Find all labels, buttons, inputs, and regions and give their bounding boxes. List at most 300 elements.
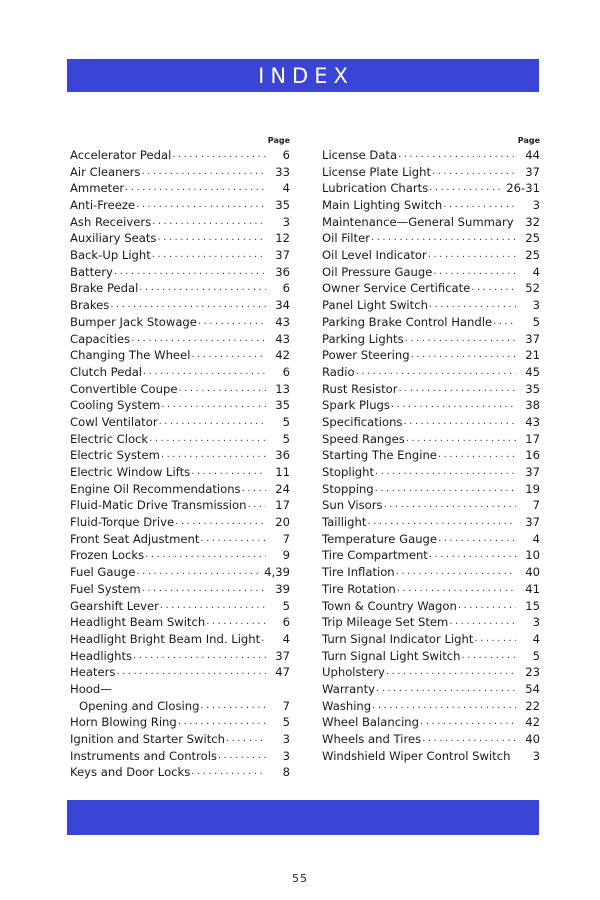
entry-page: 16 [525, 448, 540, 463]
entry-page: 26-31 [506, 181, 540, 196]
index-entry [70, 281, 290, 298]
entry-label: Cowl Ventilator [70, 414, 158, 429]
index-entry [322, 414, 540, 431]
entry-page: 37 [525, 465, 540, 480]
entry-page: 22 [525, 698, 540, 713]
index-entry [322, 297, 540, 314]
dot-leader [384, 497, 516, 514]
entry-label: Specifications [322, 414, 403, 429]
dot-leader [438, 447, 516, 464]
entry-label: Keys and Door Locks [70, 765, 191, 780]
dot-leader [157, 230, 266, 247]
dot-leader [133, 648, 266, 665]
index-entry [70, 531, 290, 548]
entry-page: 40 [525, 565, 540, 580]
entry-label: Auxiliary Seats [70, 231, 157, 246]
index-entry [322, 631, 540, 648]
index-entry [70, 264, 290, 281]
index-entry [70, 431, 290, 448]
entry-page: 6 [282, 281, 290, 296]
entry-label: Instruments and Controls [70, 748, 217, 763]
dot-leader [179, 381, 267, 398]
index-entry [70, 548, 290, 565]
entry-page: 3 [532, 615, 540, 630]
entry-page: 33 [275, 164, 290, 179]
entry-label: Wheels and Tires [322, 732, 422, 747]
entry-page: 32 [525, 214, 540, 229]
index-entry [322, 481, 540, 498]
dot-leader [142, 581, 266, 598]
dot-leader [226, 731, 266, 748]
index-entry [322, 197, 540, 214]
index-entry [70, 247, 290, 264]
dot-leader [178, 714, 266, 731]
entry-label: Fluid-Matic Drive Transmission [70, 498, 247, 513]
dot-leader [200, 698, 266, 715]
index-entry [70, 414, 290, 431]
entry-label: Maintenance—General Summary [322, 214, 514, 229]
entry-page: 17 [275, 498, 290, 513]
entry-label: Warranty [322, 681, 376, 696]
entry-page: 5 [282, 598, 290, 613]
entry-label: Headlight Bright Beam Ind. Light [70, 631, 261, 646]
dot-leader [172, 147, 266, 164]
index-entry [70, 581, 290, 598]
entry-page: 15 [525, 598, 540, 613]
index-entry [70, 464, 290, 481]
dot-leader [161, 397, 266, 414]
dot-leader [131, 331, 266, 348]
index-entry [322, 531, 540, 548]
entry-label: Front Seat Adjustment [70, 531, 200, 546]
entry-label: Trip Mileage Set Stem [322, 615, 449, 630]
index-entry [70, 648, 290, 665]
dot-leader [406, 431, 516, 448]
entry-page: 39 [275, 581, 290, 596]
entry-label: Cooling System [70, 398, 161, 413]
entry-page: 20 [275, 515, 290, 530]
dot-leader [125, 180, 266, 197]
index-entry [70, 147, 290, 164]
entry-label: Heaters [70, 665, 116, 680]
entry-label: Bumper Jack Stowage [70, 314, 197, 329]
dot-leader [432, 164, 516, 181]
dot-leader [175, 514, 266, 531]
dot-leader [198, 314, 266, 331]
entry-page: 25 [525, 248, 540, 263]
entry-label: Changing The Wheel [70, 348, 191, 363]
entry-label: License Data [322, 147, 398, 162]
entry-label: Tire Rotation [322, 581, 396, 596]
dot-leader [141, 164, 266, 181]
entry-page: 5 [282, 431, 290, 446]
entry-page: 8 [282, 765, 290, 780]
index-entry [70, 681, 290, 698]
entry-label: Horn Blowing Ring [70, 715, 177, 730]
dot-leader [403, 414, 516, 431]
index-entry [322, 230, 540, 247]
page-number: 55 [292, 872, 308, 885]
dot-leader [160, 598, 266, 615]
dot-leader [367, 514, 516, 531]
index-entry [70, 481, 290, 498]
entry-page: 3 [532, 298, 540, 313]
entry-page: 52 [525, 281, 540, 296]
index-entry [322, 714, 540, 731]
index-entry [322, 681, 540, 698]
entry-page: 3 [532, 748, 540, 763]
entry-label: Frozen Locks [70, 548, 145, 563]
entry-label: Opening and Closing [79, 698, 200, 713]
dot-leader [372, 698, 516, 715]
index-entry [70, 748, 290, 765]
index-entry [322, 264, 540, 281]
dot-leader [152, 214, 266, 231]
entry-page: 19 [525, 481, 540, 496]
entry-label: Headlight Beam Switch [70, 615, 206, 630]
footer-band [67, 800, 539, 835]
index-entry [70, 230, 290, 247]
entry-page: 3 [282, 732, 290, 747]
entry-label: Clutch Pedal [70, 364, 143, 379]
entry-page: 42 [275, 348, 290, 363]
entry-page: 23 [525, 665, 540, 680]
index-entry [70, 764, 290, 781]
entry-page: 54 [525, 681, 540, 696]
entry-page: 37 [275, 648, 290, 663]
entry-page: 24 [275, 481, 290, 496]
dot-leader [375, 481, 516, 498]
index-entry [70, 314, 290, 331]
index-title: INDEX [258, 63, 354, 88]
dot-leader [116, 664, 266, 681]
entry-label: Parking Brake Control Handle [322, 314, 493, 329]
entry-label: Upholstery [322, 665, 385, 680]
entry-label: Hood— [70, 681, 112, 696]
entry-label: Accelerator Pedal [70, 147, 172, 162]
entry-label: Washing [322, 698, 372, 713]
entry-page: 11 [275, 465, 290, 480]
entry-page: 35 [275, 198, 290, 213]
index-entry [70, 297, 290, 314]
index-entry [70, 397, 290, 414]
entry-page: 25 [525, 231, 540, 246]
entry-label: Radio [322, 364, 355, 379]
entry-page: 10 [525, 548, 540, 563]
dot-leader [433, 264, 516, 281]
dot-leader [218, 748, 266, 765]
index-entry [70, 497, 290, 514]
dot-leader [242, 481, 266, 498]
entry-label: Anti-Freeze [70, 198, 136, 213]
dot-leader [110, 297, 266, 314]
entry-label: Turn Signal Light Switch [322, 648, 461, 663]
index-entry [322, 397, 540, 414]
dot-leader [396, 564, 516, 581]
entry-page: 43 [275, 314, 290, 329]
dot-leader [397, 581, 516, 598]
entry-page: 7 [532, 498, 540, 513]
dot-leader [474, 631, 516, 648]
index-entry [322, 598, 540, 615]
entry-label: Fuel Gauge [70, 565, 136, 580]
entry-page: 4 [532, 631, 540, 646]
entry-page: 40 [525, 732, 540, 747]
index-entry [322, 581, 540, 598]
index-entry [70, 698, 290, 715]
dot-leader [429, 548, 516, 565]
dot-leader [136, 564, 260, 581]
dot-leader [159, 414, 266, 431]
dot-leader [462, 648, 516, 665]
dot-leader [420, 714, 516, 731]
index-entry [70, 598, 290, 615]
entry-label: Ignition and Starter Switch [70, 732, 225, 747]
dot-leader [429, 180, 502, 197]
entry-page: 37 [525, 515, 540, 530]
dot-leader [375, 464, 516, 481]
entry-label: Fluid-Torque Drive [70, 515, 175, 530]
dot-leader [438, 531, 516, 548]
entry-page: 38 [525, 398, 540, 413]
entry-label: Electric System [70, 448, 160, 463]
entry-label: Temperature Gauge [322, 531, 438, 546]
dot-leader [405, 331, 516, 348]
index-entry [70, 214, 290, 231]
entry-label: Town & Country Wagon [322, 598, 457, 613]
entry-page: 5 [282, 414, 290, 429]
dot-leader [458, 598, 516, 615]
index-entry [322, 247, 540, 264]
entry-page: 6 [282, 615, 290, 630]
dot-leader [371, 230, 516, 247]
index-entry [70, 331, 290, 348]
entry-page: 9 [282, 548, 290, 563]
dot-leader [428, 247, 516, 264]
entry-page: 4 [532, 531, 540, 546]
entry-page: 6 [282, 147, 290, 162]
dot-leader [429, 297, 516, 314]
entry-label: Windshield Wiper Control Switch [322, 748, 511, 763]
index-entry [70, 180, 290, 197]
entry-page: 37 [275, 248, 290, 263]
index-entry [322, 164, 540, 181]
entry-page: 17 [525, 431, 540, 446]
entry-label: Speed Ranges [322, 431, 405, 446]
entry-label: Electric Window Lifts [70, 465, 191, 480]
index-entry [322, 731, 540, 748]
index-entry [70, 714, 290, 731]
entry-page: 34 [275, 298, 290, 313]
entry-page: 3 [532, 198, 540, 213]
entry-label: Brake Pedal [70, 281, 139, 296]
page-column-header: Page [267, 136, 290, 145]
entry-label: Convertible Coupe [70, 381, 178, 396]
index-entry [70, 514, 290, 531]
entry-label: Sun Visors [322, 498, 383, 513]
dot-leader [136, 197, 266, 214]
dot-leader [152, 247, 266, 264]
entry-label: Ammeter [70, 181, 125, 196]
entry-label: Power Steering [322, 348, 410, 363]
entry-page: 37 [525, 164, 540, 179]
entry-page: 45 [525, 364, 540, 379]
dot-leader [149, 431, 266, 448]
dot-leader [114, 264, 266, 281]
entry-label: Headlights [70, 648, 133, 663]
index-entry [322, 214, 540, 231]
entry-page: 21 [525, 348, 540, 363]
entry-page: 13 [275, 381, 290, 396]
index-entry [322, 180, 540, 197]
entry-label: Rust Resistor [322, 381, 398, 396]
entry-page: 3 [282, 748, 290, 763]
entry-page: 7 [282, 531, 290, 546]
dot-leader [191, 347, 266, 364]
dot-leader [449, 614, 516, 631]
entry-label: Main Lighting Switch [322, 198, 443, 213]
entry-page: 5 [532, 648, 540, 663]
index-entry [322, 648, 540, 665]
index-column-left [70, 135, 290, 781]
header-band [67, 59, 539, 92]
index-entry [70, 381, 290, 398]
dot-leader [247, 497, 266, 514]
dot-leader [356, 364, 516, 381]
entry-page: 42 [525, 715, 540, 730]
entry-label: Fuel System [70, 581, 141, 596]
dot-leader [386, 664, 516, 681]
entry-page: 7 [282, 698, 290, 713]
entry-label: Engine Oil Recommendations [70, 481, 241, 496]
entry-label: Battery [70, 264, 113, 279]
dot-leader [391, 397, 516, 414]
index-entry [322, 447, 540, 464]
index-list-left [70, 147, 290, 781]
entry-label: License Plate Light [322, 164, 432, 179]
index-entry [322, 431, 540, 448]
index-entry [70, 631, 290, 648]
entry-label: Electric Clock [70, 431, 149, 446]
entry-label: Ash Receivers [70, 214, 152, 229]
index-list-right [322, 147, 540, 764]
index-entry [322, 464, 540, 481]
entry-page: 3 [282, 214, 290, 229]
index-entry [70, 731, 290, 748]
entry-page: 4,39 [264, 565, 290, 580]
entry-label: Back-Up Light [70, 248, 151, 263]
entry-page: 36 [275, 264, 290, 279]
index-entry [322, 281, 540, 298]
index-entry [322, 364, 540, 381]
index-entry [322, 314, 540, 331]
entry-page: 43 [275, 331, 290, 346]
index-entry [322, 147, 540, 164]
entry-label: Panel Light Switch [322, 298, 428, 313]
entry-label: Gearshift Lever [70, 598, 159, 613]
dot-leader [143, 364, 266, 381]
entry-label: Owner Service Certificate [322, 281, 471, 296]
index-column-right [322, 135, 540, 764]
entry-label: Oil Level Indicator [322, 248, 427, 263]
dot-leader [200, 531, 266, 548]
entry-page: 41 [525, 581, 540, 596]
entry-label: Parking Lights [322, 331, 404, 346]
dot-leader [422, 731, 516, 748]
index-entry [70, 364, 290, 381]
index-entry [322, 514, 540, 531]
entry-page: 12 [275, 231, 290, 246]
entry-page: 37 [525, 331, 540, 346]
entry-label: Brakes [70, 298, 110, 313]
index-entry [322, 331, 540, 348]
dot-leader [471, 281, 516, 298]
entry-label: Spark Plugs [322, 398, 390, 413]
entry-label: Starting The Engine [322, 448, 437, 463]
page-column-header: Page [517, 136, 540, 145]
index-entry [70, 614, 290, 631]
entry-page: 35 [525, 381, 540, 396]
index-entry [322, 548, 540, 565]
index-entry [70, 664, 290, 681]
entry-page: 36 [275, 448, 290, 463]
dot-leader [191, 764, 266, 781]
entry-label: Tire Compartment [322, 548, 428, 563]
entry-page: 44 [525, 147, 540, 162]
index-entry [322, 698, 540, 715]
entry-page: 47 [275, 665, 290, 680]
dot-leader [161, 447, 266, 464]
entry-page: 43 [525, 414, 540, 429]
entry-page: 4 [532, 264, 540, 279]
entry-label: Oil Filter [322, 231, 370, 246]
entry-label: Taillight [322, 515, 367, 530]
dot-leader [139, 281, 266, 298]
dot-leader [411, 347, 516, 364]
index-entry [322, 748, 540, 765]
index-entry [322, 564, 540, 581]
entry-page: 6 [282, 364, 290, 379]
index-entry [322, 614, 540, 631]
entry-page: 5 [532, 314, 540, 329]
entry-label: Stoplight [322, 465, 375, 480]
entry-label: Turn Signal Indicator Light [322, 631, 474, 646]
index-entry [70, 564, 290, 581]
entry-label: Capacities [70, 331, 131, 346]
index-entry [70, 347, 290, 364]
dot-leader [493, 314, 516, 331]
index-entry [322, 497, 540, 514]
dot-leader [398, 147, 516, 164]
index-entry [70, 447, 290, 464]
dot-leader [376, 681, 516, 698]
dot-leader [399, 381, 516, 398]
entry-page: 35 [275, 398, 290, 413]
index-entry [322, 381, 540, 398]
entry-label: Stopping [322, 481, 374, 496]
entry-page: 5 [282, 715, 290, 730]
dot-leader [206, 614, 266, 631]
entry-page: 4 [282, 181, 290, 196]
entry-label: Wheel Balancing [322, 715, 420, 730]
entry-label: Oil Pressure Gauge [322, 264, 433, 279]
entry-label: Air Cleaners [70, 164, 141, 179]
entry-page: 4 [282, 631, 290, 646]
dot-leader [443, 197, 516, 214]
dot-leader [191, 464, 266, 481]
entry-label: Tire Inflation [322, 565, 395, 580]
index-entry [70, 164, 290, 181]
